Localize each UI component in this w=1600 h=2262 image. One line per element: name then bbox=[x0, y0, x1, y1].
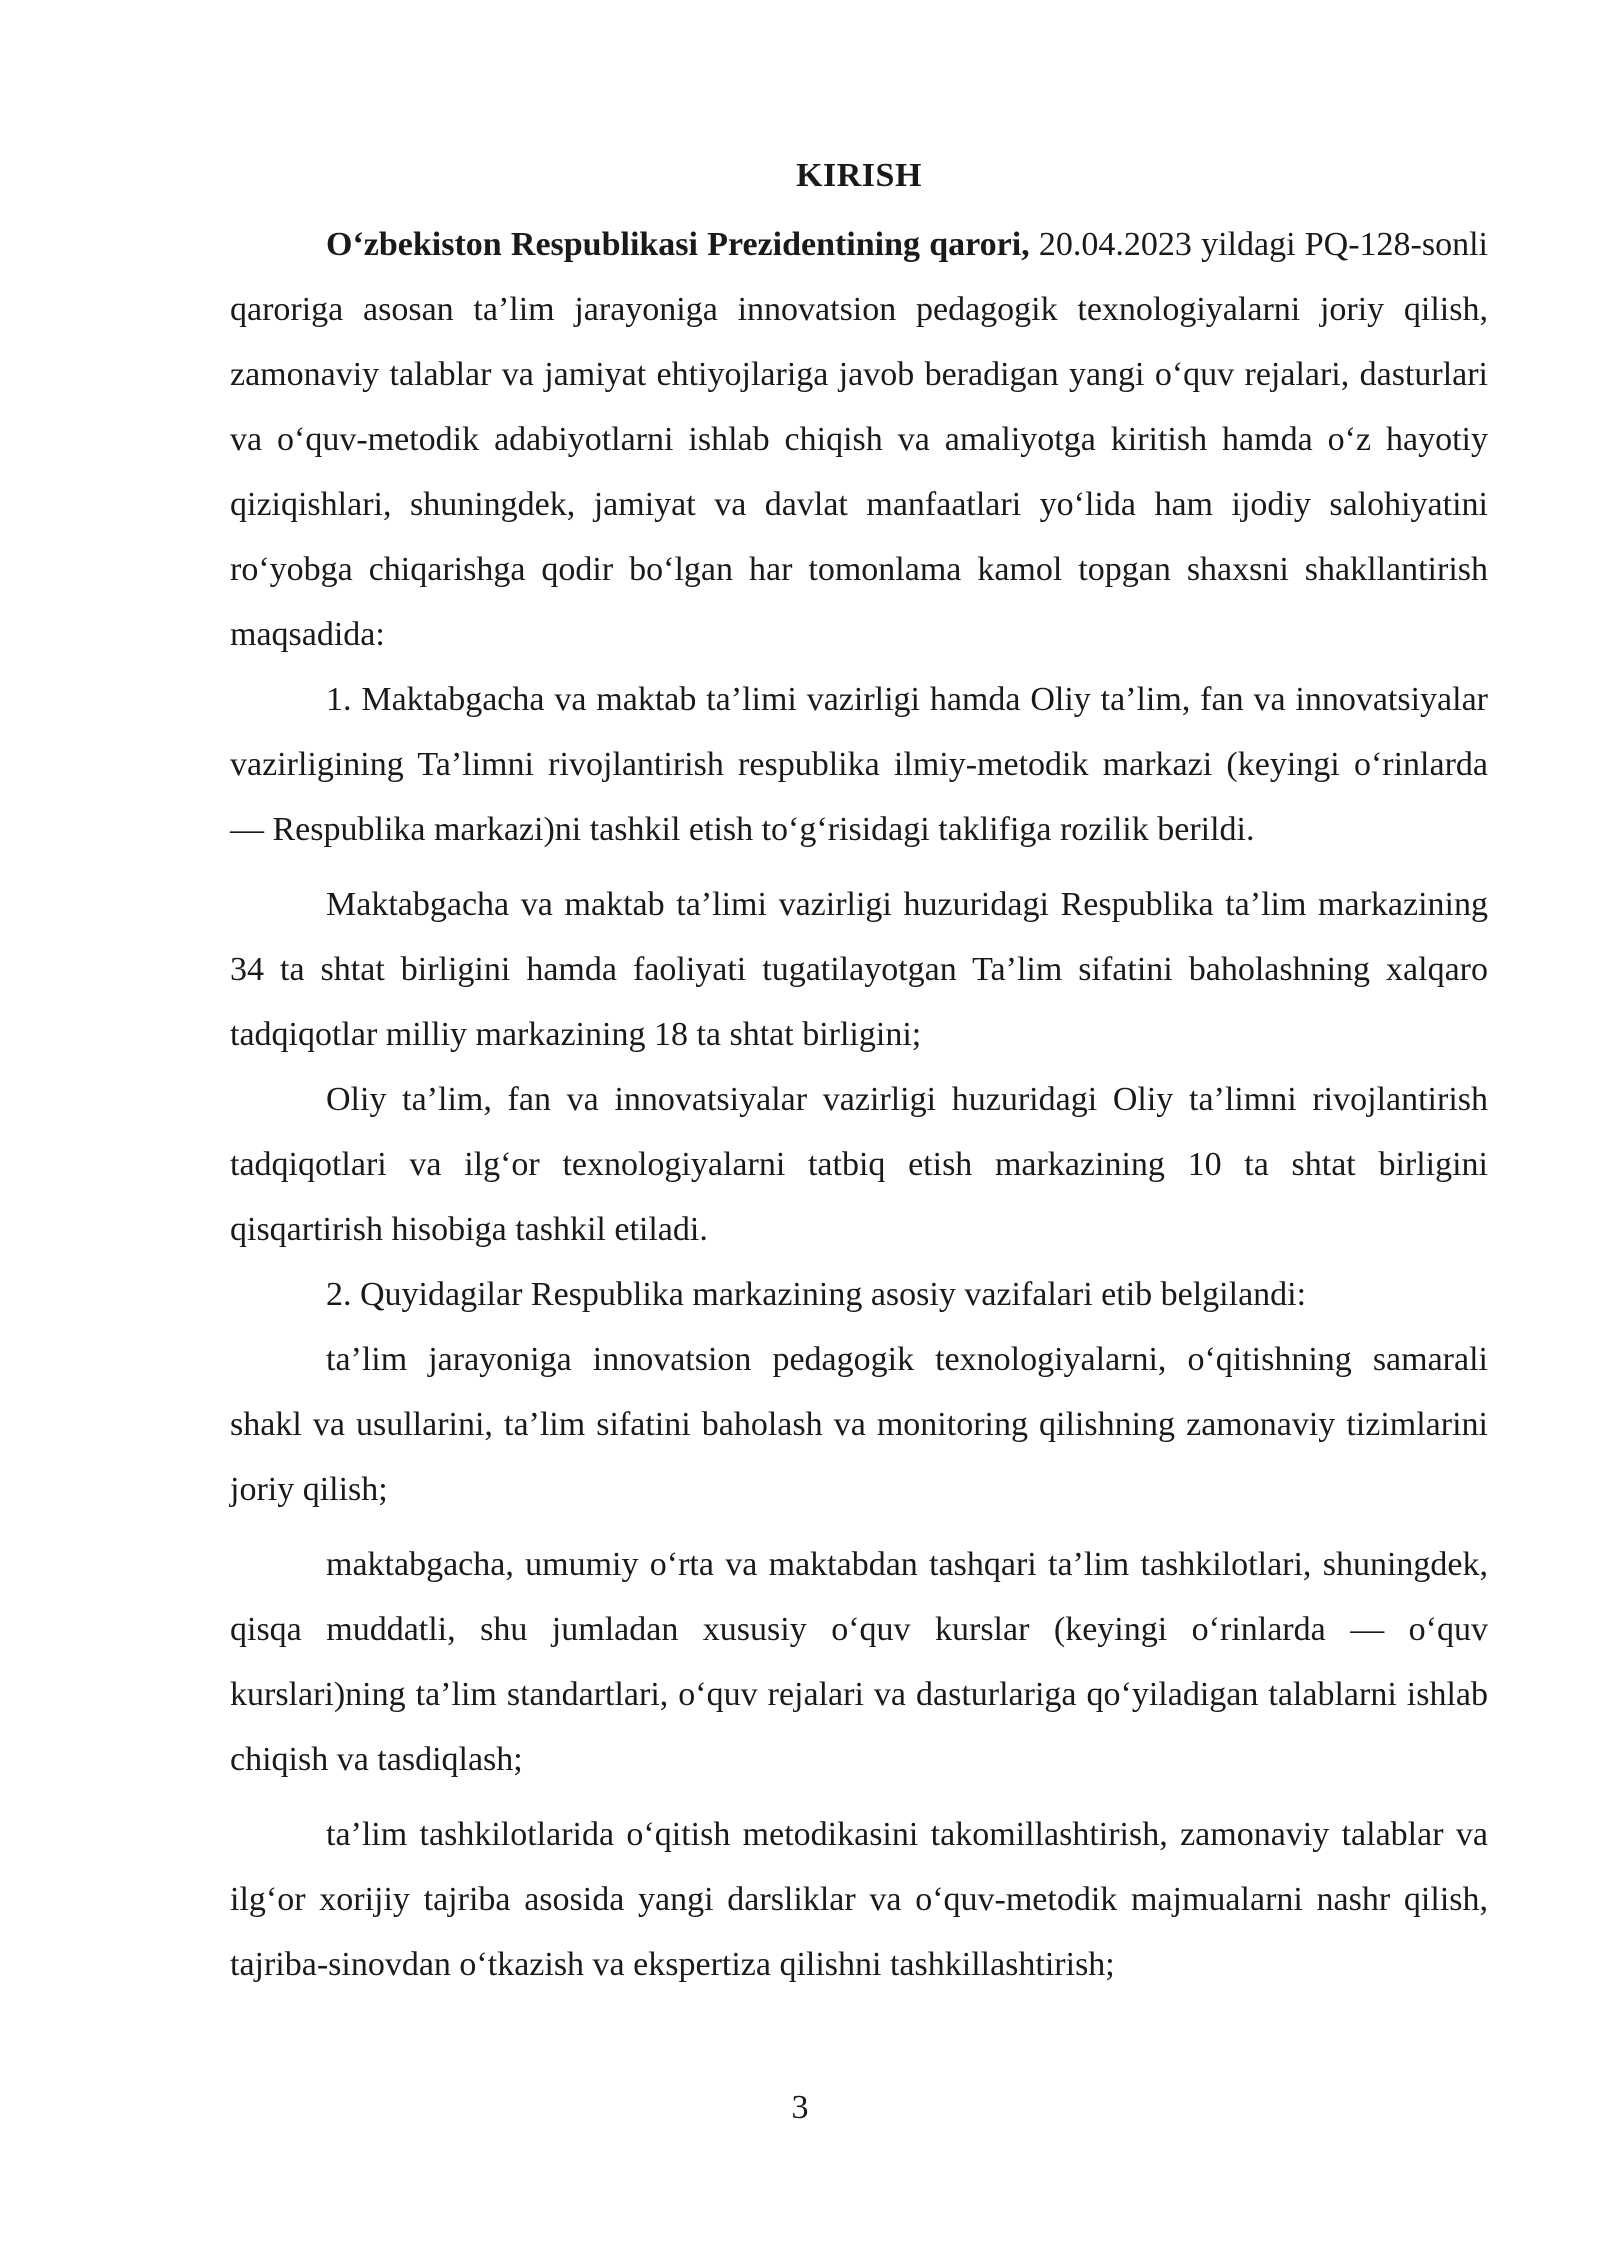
page-number: 3 bbox=[791, 2089, 809, 2126]
page-title: KIRISH bbox=[796, 157, 922, 194]
intro-paragraph bbox=[230, 212, 1488, 667]
intro-text: 20.04.2023 yildagi PQ-128-sonli qaroriga asosan ta’lim jarayoniga innovatsion pedagogik texnologiyalarni joriy qilish, zamonaviy talablar va jamiyat ehtiyojlariga javob beradigan yangi o‘quv rejalari, dasturlari va o‘quv-metodik adabiyotlarni ishlab chiqish va amaliyotga kiritish hamda o‘z hayotiy qiziqishlari, shuningdek, jamiyat va davlat manfaatlari yo‘lida ham ijodiy salohiyatini ro‘yobga chiqarishga qodir bo‘lgan har tomonlama kamol topgan shaxsni shakllantirish maqsadida: bbox=[230, 226, 1488, 653]
paragraph-item-2: 2. Quyidagilar Respublika markazining asosiy vazifalari etib belgilandi: bbox=[326, 1276, 1307, 1313]
paragraph-task-2: maktabgacha, umumiy o‘rta va maktabdan tashqari ta’lim tashkilotlari, shuningdek, qisqa muddatli, shu jumladan xususiy o‘quv kurslar (keyingi o‘rinlarda — o‘quv kurslari)ning ta’lim standartlari, o‘quv rejalari va dasturlariga qo‘yiladigan talablarni ishlab chiqish va tasdiqlash; bbox=[230, 1546, 1488, 1778]
intro-bold-lead: O‘zbekiston Respublikasi Prezidentining qarori, bbox=[326, 226, 1030, 263]
paragraph-task-3: ta’lim tashkilotlarida o‘qitish metodikasini takomillashtirish, zamonaviy talablar va ilg‘or xorijiy tajriba asosida yangi darsliklar va o‘quv-metodik majmualarni nashr qilish, tajriba-sinovdan o‘tkazish va ekspertiza qilishni tashkillashtirish; bbox=[230, 1816, 1488, 1983]
paragraph-task-1: ta’lim jarayoniga innovatsion pedagogik texnologiyalarni, o‘qitishning samarali shakl va usullarini, ta’lim sifatini baholash va monitoring qilishning zamonaviy tizimlarini joriy qilish; bbox=[230, 1341, 1488, 1508]
paragraph-item-1: 1. Maktabgacha va maktab ta’limi vazirligi hamda Oliy ta’lim, fan va innovatsiyalar vazirligining Ta’limni rivojlantirish respublika ilmiy-metodik markazi (keyingi o‘rinlarda — Respublika markazi)ni tashkil etish to‘g‘risidagi taklifiga rozilik berildi. bbox=[230, 681, 1488, 848]
paragraph-staff-units-2: Oliy ta’lim, fan va innovatsiyalar vazirligi huzuridagi Oliy ta’limni rivojlantirish tadqiqotlari va ilg‘or texnologiyalarni tatbiq etish markazining 10 ta shtat birligini qisqartirish hisobiga tashkil etiladi. bbox=[230, 1081, 1488, 1248]
document-body bbox=[230, 150, 1488, 1997]
paragraph-staff-units-1: Maktabgacha va maktab ta’limi vazirligi huzuridagi Respublika ta’lim markazining 34 ta shtat birligini hamda faoliyati tugatilayotgan Ta’lim sifatini baholashning xalqaro tadqiqotlar milliy markazining 18 ta shtat birligini; bbox=[230, 886, 1488, 1053]
